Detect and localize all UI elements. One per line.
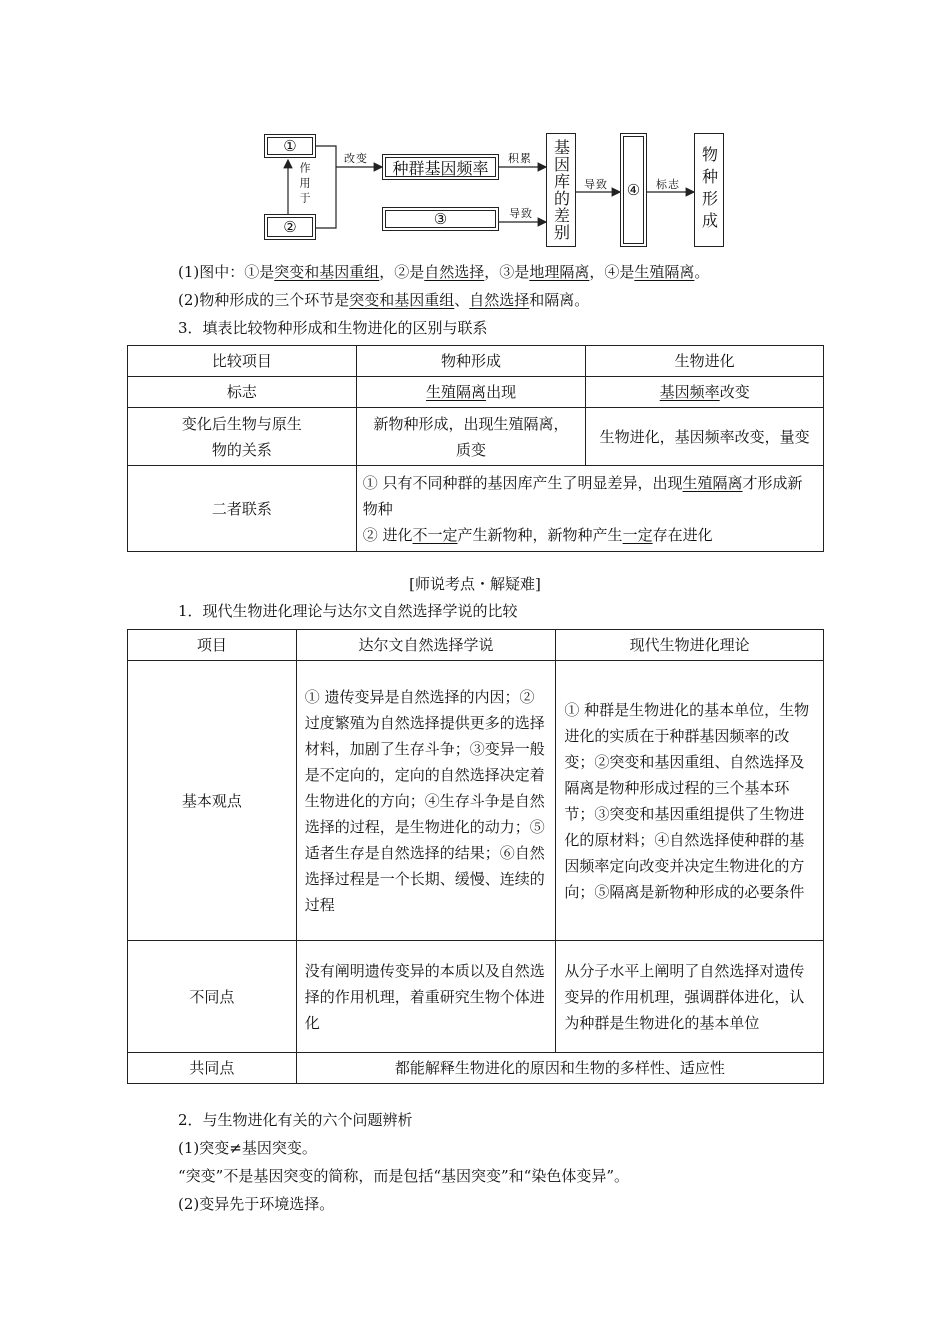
label-act-on: 作用于 xyxy=(298,162,311,207)
header-cell: 达尔文自然选择学说 xyxy=(296,630,556,661)
table-row xyxy=(128,408,824,466)
box-2: ② xyxy=(264,214,316,240)
question-2-title: (2)变异先于环境选择。 xyxy=(178,1195,335,1213)
label-lead-2: 导致 xyxy=(584,178,608,191)
table-row xyxy=(128,661,824,941)
section-2-title: 2．与生物进化有关的六个问题辨析 xyxy=(178,1111,413,1129)
table-cell xyxy=(356,466,823,552)
table-cell: 变化后生物与原生物的关系 xyxy=(128,408,357,466)
table-cell: 都能解释生物进化的原因和生物的多样性、适应性 xyxy=(296,1053,823,1084)
table-cell: 二者联系 xyxy=(128,466,357,552)
header-cell: 比较项目 xyxy=(128,346,357,377)
header-cell: 现代生物进化理论 xyxy=(556,630,824,661)
para-three-steps: (2)物种形成的三个环节是突变和基因重组、自然选择和隔离。 xyxy=(178,291,590,309)
label-change: 改变 xyxy=(344,152,368,165)
box-species-formation: 物种形成 xyxy=(694,133,724,247)
table-cell: 基本观点 xyxy=(128,661,297,941)
header-cell: 生物进化 xyxy=(586,346,824,377)
table-row xyxy=(128,941,824,1053)
table-cell: 从分子水平上阐明了自然选择对遗传变异的作用机理，强调群体进化，认为种群是生物进化的基本单位 xyxy=(556,941,824,1053)
relation-point-1: ① 只有不同种群的基因库产生了明显差异，出现生殖隔离才形成新物种 xyxy=(362,473,803,518)
label-mark: 标志 xyxy=(656,178,680,191)
table-row xyxy=(128,1053,824,1084)
table-cell: ① 种群是生物进化的基本单位，生物进化的实质在于种群基因频率的改变；②突变和基因重组、自然选择及隔离是物种形成过程的三个基本环节；③突变和基因重组提供了生物进化的原材料；④自然选择使种群的基因频率定向改变并决定生物进化的方向；⑤隔离是新物种形成的必要条件 xyxy=(556,661,824,941)
table-row xyxy=(128,346,824,377)
header-cell: 项目 xyxy=(128,630,297,661)
table-cell: 没有阐明遗传变异的本质以及自然选择的作用机理，着重研究生物个体进化 xyxy=(296,941,556,1053)
table-darwin-vs-modern xyxy=(127,629,824,1084)
box-gene-frequency: 种群基因频率 xyxy=(382,154,499,180)
table-cell: 标志 xyxy=(128,377,357,408)
table-row xyxy=(128,377,824,408)
section-3-title: 3．填表比较物种形成和生物进化的区别与联系 xyxy=(178,319,488,337)
table-cell: ① 遗传变异是自然选择的内因；②过度繁殖为自然选择提供更多的选择材料，加剧了生存斗争；③变异一般是不定向的，定向的自然选择决定着生物进化的方向；④生存斗争是自然选择的过程，是生物进化的动力；⑤适者生存是自然选择的结果；⑥自然选择过程是一个长期、缓慢、连续的过程 xyxy=(296,661,556,941)
bracket-line xyxy=(316,146,336,228)
table-cell: 生殖隔离出现 xyxy=(356,377,586,408)
relation-point-2: ② 进化不一定产生新物种，新物种产生一定存在进化 xyxy=(362,525,713,544)
question-1-body: “突变”不是基因突变的简称，而是包括“基因突变”和“染色体变异”。 xyxy=(178,1167,630,1185)
label-lead-1: 导致 xyxy=(509,207,533,220)
table-species-vs-evolution xyxy=(127,345,824,552)
label-accumulate: 积累 xyxy=(508,152,532,165)
para-diagram-explanation: (1)图中：①是突变和基因重组，②是自然选择，③是地理隔离，④是生殖隔离。 xyxy=(178,263,710,281)
teacher-heading: [师说考点・解疑难] xyxy=(409,575,541,593)
header-cell: 物种形成 xyxy=(356,346,586,377)
question-1-title: (1)突变≠基因突变。 xyxy=(178,1139,317,1157)
table-cell: 共同点 xyxy=(128,1053,297,1084)
table-cell: 不同点 xyxy=(128,941,297,1053)
box-1: ① xyxy=(264,134,316,158)
box-gene-pool-diff: 基因库的差别 xyxy=(546,133,576,247)
table-row xyxy=(128,630,824,661)
box-4: ④ xyxy=(620,133,647,247)
table-row xyxy=(128,466,824,552)
section-1-title: 1．现代生物进化理论与达尔文自然选择学说的比较 xyxy=(178,602,518,620)
box-3: ③ xyxy=(382,207,499,231)
table-cell: 基因频率改变 xyxy=(586,377,824,408)
table-cell: 新物种形成，出现生殖隔离，质变 xyxy=(356,408,586,466)
table-cell: 生物进化，基因频率改变，量变 xyxy=(586,408,824,466)
